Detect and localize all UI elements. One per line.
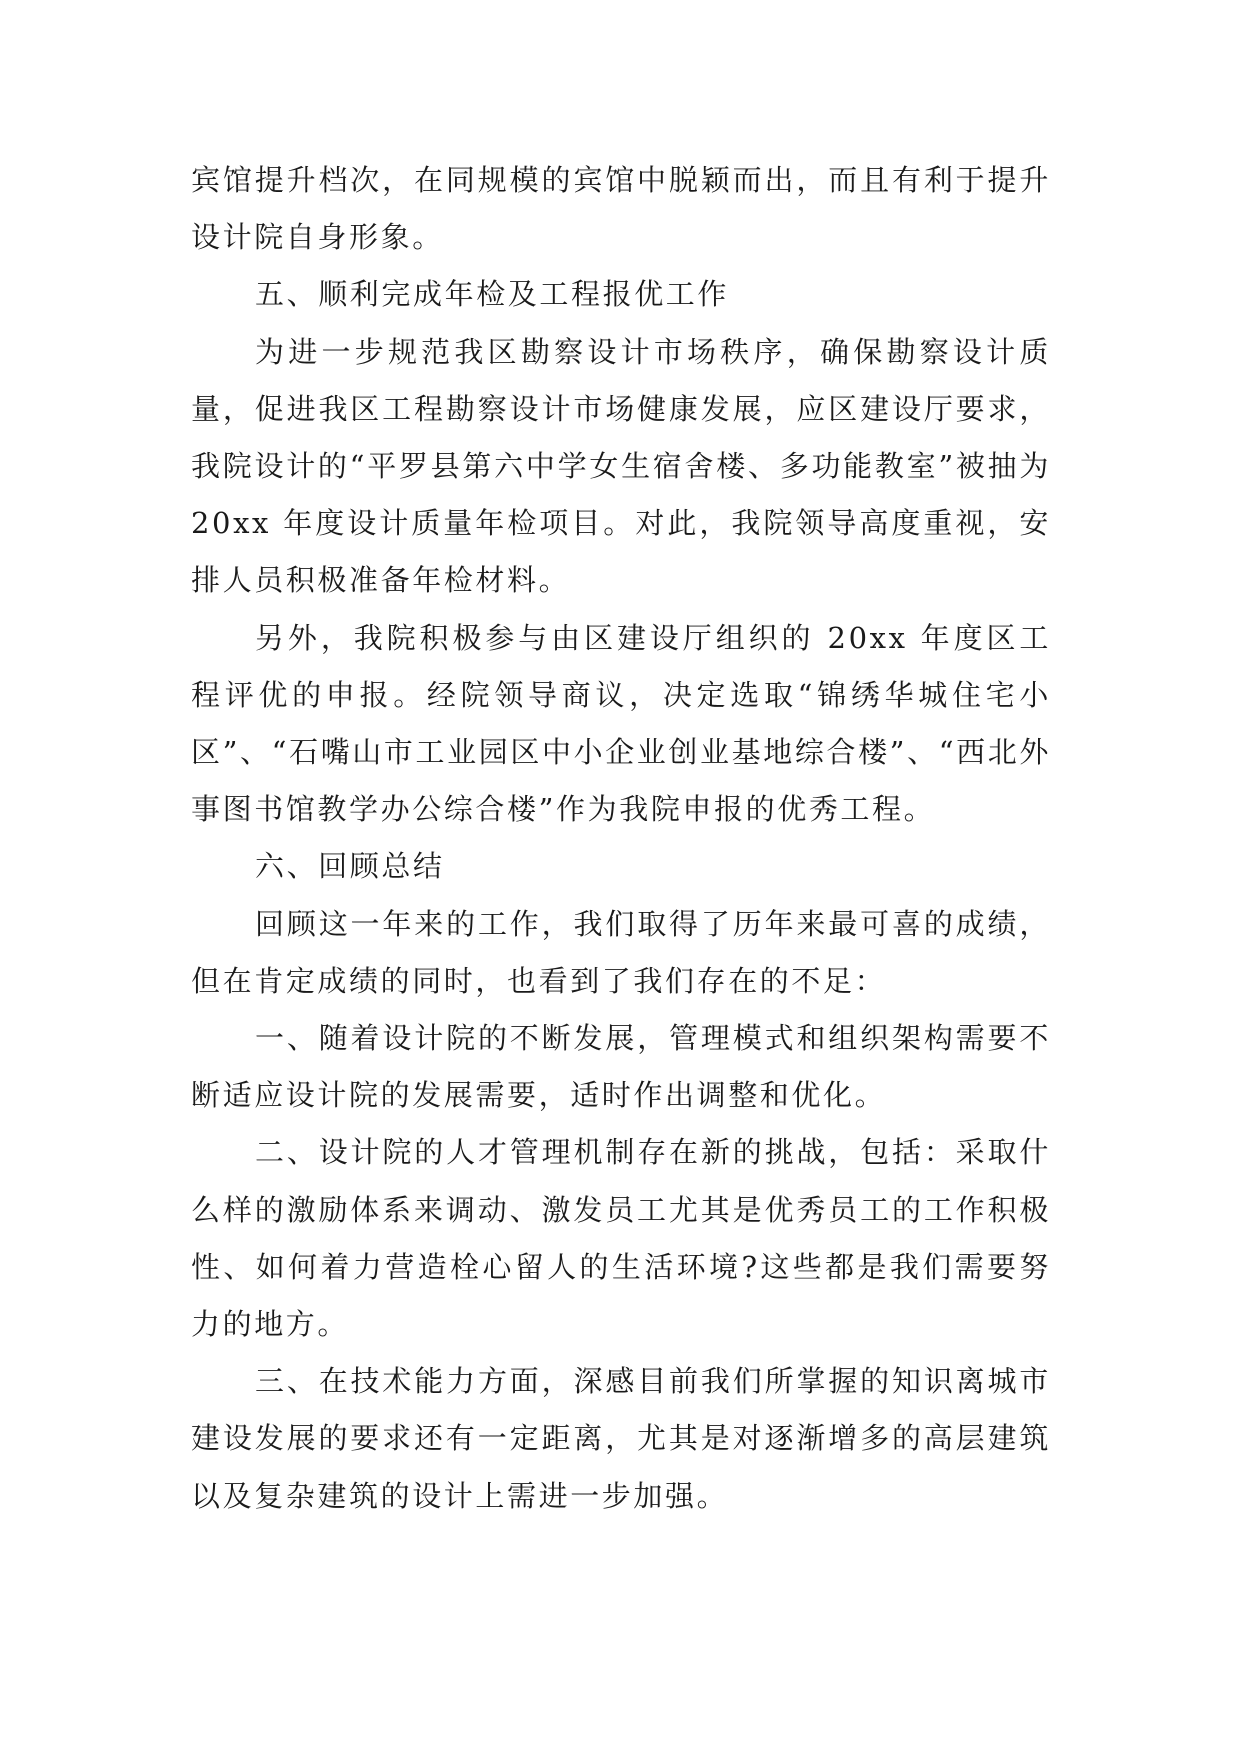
- document-body: [191, 152, 1051, 1525]
- paragraph-review: 回顾这一年来的工作，我们取得了历年来最可喜的成绩，但在肯定成绩的同时，也看到了我们存在的不足：: [191, 906, 1051, 998]
- paragraph-shortcoming-3: 三、在技术能力方面，深感目前我们所掌握的知识离城市建设发展的要求还有一定距离，尤其是对逐渐增多的高层建筑以及复杂建筑的设计上需进一步加强。: [191, 1364, 1051, 1513]
- section-heading-5: 五、顺利完成年检及工程报优工作: [255, 277, 730, 312]
- paragraph-shortcoming-2: 二、设计院的人才管理机制存在新的挑战，包括：采取什么样的激励体系来调动、激发员工尤其是优秀员工的工作积极性、如何着力营造栓心留人的生活环境?这些都是我们需要努力的地方。: [191, 1135, 1051, 1342]
- section-heading-6: 六、回顾总结: [255, 849, 445, 884]
- paragraph-shortcoming-1: 一、随着设计院的不断发展，管理模式和组织架构需要不断适应设计院的发展需要，适时作出调整和优化。: [191, 1021, 1051, 1113]
- paragraph-annual-inspection: 为进一步规范我区勘察设计市场秩序，确保勘察设计质量，促进我区工程勘察设计市场健康发展，应区建设厅要求，我院设计的“平罗县第六中学女生宿舍楼、多功能教室”被抽为 20xx 年度设计质量年检项目。对此，我院领导高度重视，安排人员积极准备年检材料。: [191, 334, 1051, 598]
- paragraph-continuation: 宾馆提升档次，在同规模的宾馆中脱颖而出，而且有利于提升设计院自身形象。: [191, 163, 1051, 255]
- paragraph-project-awards: 另外，我院积极参与由区建设厅组织的 20xx 年度区工程评优的申报。经院领导商议，决定选取“锦绣华城住宅小区”、“石嘴山市工业园区中小企业创业基地综合楼”、“西北外事图书馆教学办公综合楼”作为我院申报的优秀工程。: [191, 620, 1051, 827]
